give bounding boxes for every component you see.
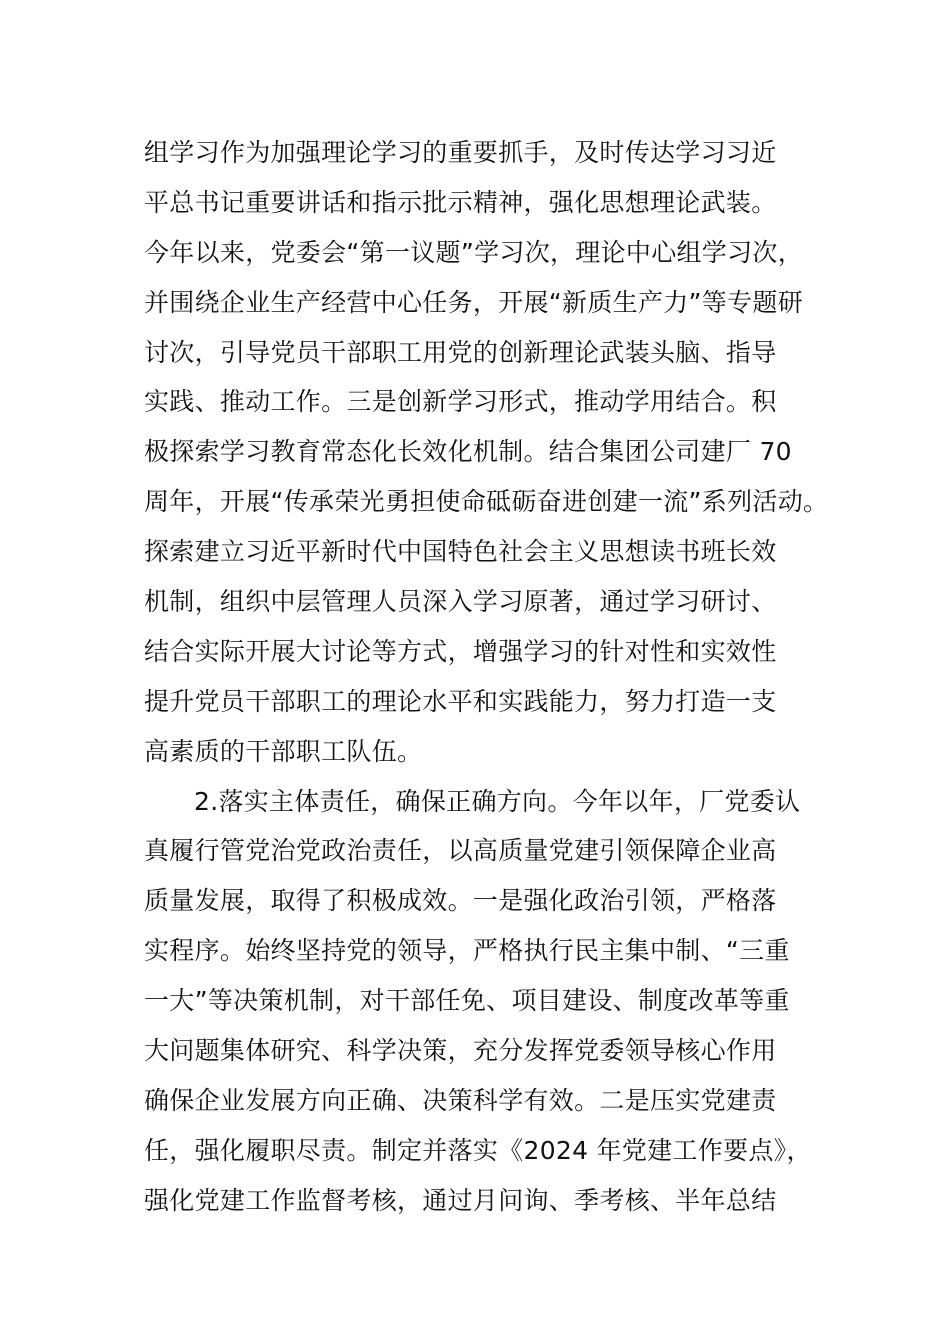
text-line: 探索建立习近平新时代中国特色社会主义思想读书班长效 xyxy=(144,537,777,567)
text-line: 真履行管党治党政治责任，以高质量党建引领保障企业高 xyxy=(144,836,777,866)
text-line: 并围绕企业生产经营中心任务，开展“新质生产力”等专题研 xyxy=(144,287,804,317)
text-line: 今年以来，党委会“第一议题”学习次，理论中心组学习次， xyxy=(144,237,804,267)
body-text xyxy=(144,128,844,1226)
text-line: 结合实际开展大讨论等方式，增强学习的针对性和实效性 xyxy=(144,636,777,666)
text-line: 大问题集体研究、科学决策，充分发挥党委领导核心作用 xyxy=(144,1036,777,1066)
text-line: 提升党员干部职工的理论水平和实践能力，努力打造一支 xyxy=(144,686,777,716)
text-line: 组学习作为加强理论学习的重要抓手，及时传达学习习近 xyxy=(144,138,777,167)
text-line: 确保企业发展方向正确、决策科学有效。二是压实党建责 xyxy=(144,1085,777,1115)
text-line: 平总书记重要讲话和指示批示精神，强化思想理论武装。 xyxy=(144,187,777,217)
text-line: 高素质的干部职工队伍。 xyxy=(144,736,423,766)
text-line: 强化党建工作监督考核，通过月问询、季考核、半年总结 xyxy=(144,1185,777,1215)
text-line: 机制，组织中层管理人员深入学习原著，通过学习研讨、 xyxy=(144,587,777,617)
text-line: 质量发展，取得了积极成效。一是强化政治引领，严格落 xyxy=(144,886,777,916)
text-line: 讨次，引导党员干部职工用党的创新理论武装头脑、指导 xyxy=(144,337,777,367)
text-line: 实践、推动工作。三是创新学习形式，推动学用结合。积 xyxy=(144,387,777,417)
text-line: 实程序。始终坚持党的领导，严格执行民主集中制、“三重 xyxy=(144,936,790,966)
text-line: 周年，开展“传承荣光勇担使命砥砺奋进创建一流”系列活动。 xyxy=(144,487,829,517)
text-line: 极探索学习教育常态化长效化机制。结合集团公司建厂 70 xyxy=(144,437,792,467)
text-line: 一大”等决策机制，对干部任免、项目建设、制度改革等重 xyxy=(144,986,790,1016)
text-line: 任，强化履职尽责。制定并落实《2024 年党建工作要点》， xyxy=(144,1135,812,1165)
paragraph-start-line: 2.落实主体责任，确保正确方向。今年以年，厂党委认 xyxy=(194,786,801,816)
